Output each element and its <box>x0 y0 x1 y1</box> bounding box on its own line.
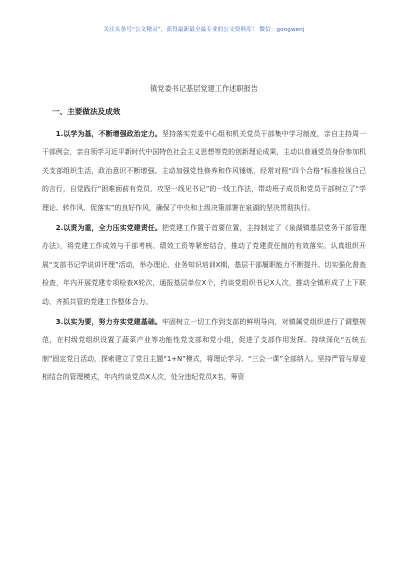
paragraph-3-text: 牢固树立一切工作到支部的鲜明导向，对镇属党组织进行了调整规范，在村级党组织设置了蔬菜产业等功能性党支部和党小组，促进了支部作用发挥。持续深化“五统五制”固定党日活动，探索建立了党日主题“1+N”模式，将理论学习、“三会一课”全部纳入。坚持严管与厚爱相结合的管理模式，年内约谈党员X人次，处分违纪党员X名，筹资 <box>42 318 367 382</box>
paragraph-3 <box>42 313 366 387</box>
paragraph-1-text: 坚持落实党委中心组和机关党员干部集中学习制度，亲自主持周一干部例会，亲自领学习近平新时代中国特色社会主义思想等党的创新理论成果，主动以普通党员身份参加机关支部组织生活，政治意识不断增强。主动加强党性修养和作风锤炼，经常对照“四个合格”标准检视自己的言行，自觉践行“困难面前有党员、攻坚一线见书记”的一线工作法，带动班子成员和党员干部树立了“学理论、转作风、促落实”的良好作风，确保了中央和上级决策部署在泉湖的坚决贯彻执行。 <box>42 130 367 212</box>
paragraph-3-lead: 3.以实为要，努力夯实党建基础。 <box>55 318 162 327</box>
paragraph-2-text: 把党建工作置于首要位置，主持制定了《泉湖镇基层党务干部管理办法》，将党建工作成效与干部考核、绩效工资等紧密结合，推动了党建责任制的有效落实。认真组织开展“支部书记学说讲评理”活动，举办理论、业务知识培训X期，基层干部履职能力不断提升。切实强化督查检查，年内开展党建专项检查X轮次，通报基层单位X个，约谈党组织书记X人次，推动全镇形成了上下联动、齐抓共管的党建工作整体合力。 <box>42 224 367 306</box>
header-notice: 关注头条号“公文精灵”，获得最新最全最专业的公文资料库！ 微信：gongwenj <box>103 27 305 33</box>
paragraph-1-lead: 1.以学为基，不断增强政治定力。 <box>55 130 162 138</box>
paragraph-2 <box>42 219 366 311</box>
section-heading: 一、主要做法及成效 <box>52 107 121 116</box>
paragraph-1 <box>42 125 366 217</box>
document-title: 镇党委书记基层党建工作述职报告 <box>150 84 258 93</box>
paragraph-2-lead: 2.以责为重，全力压实党建责任。 <box>55 224 162 233</box>
